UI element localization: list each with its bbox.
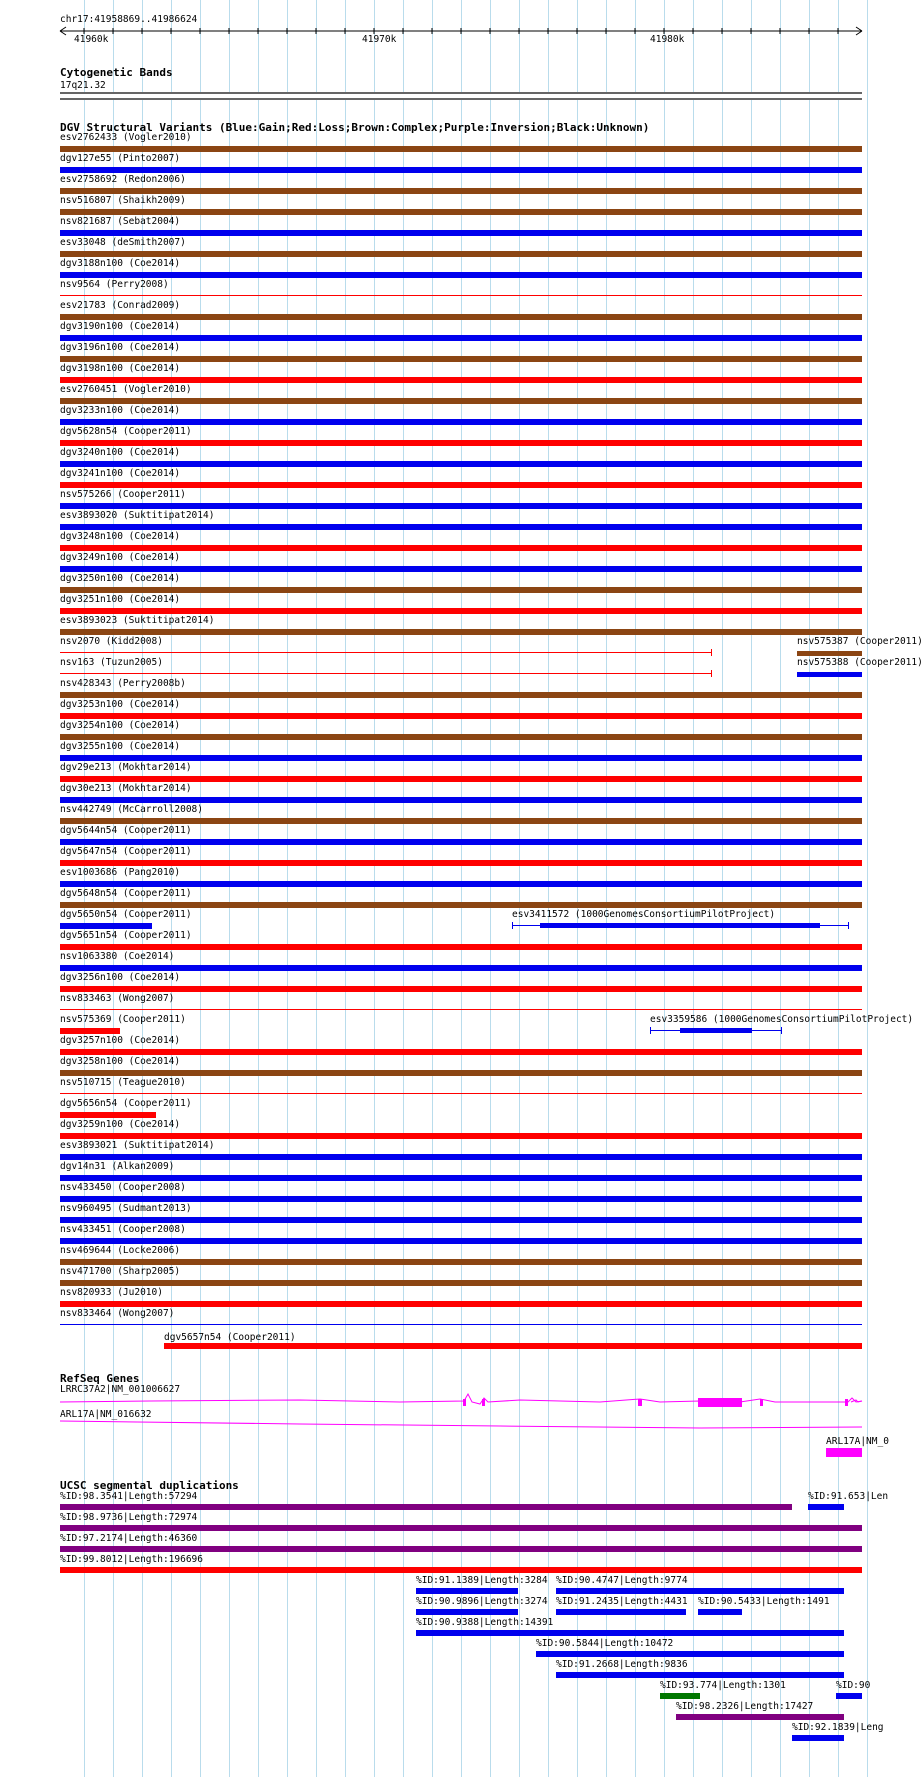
dgv-feature-bar[interactable] — [60, 923, 152, 929]
dgv-feature-bar[interactable] — [60, 629, 862, 635]
segdup-label[interactable]: %ID:92.1839|Leng — [792, 1722, 884, 1733]
dgv-feature-bar[interactable] — [60, 1009, 862, 1010]
dgv-feature-label[interactable]: dgv3248n100 (Coe2014) — [60, 531, 181, 542]
dgv-feature-bar[interactable] — [60, 797, 862, 803]
dgv-feature-label[interactable]: dgv3241n100 (Coe2014) — [60, 468, 181, 479]
segdup-label[interactable]: %ID:99.8012|Length:196696 — [60, 1554, 203, 1565]
gene-model-arl17a[interactable] — [0, 1418, 890, 1434]
dgv-feature-label[interactable]: nsv510715 (Teague2010) — [60, 1077, 186, 1088]
dgv-feature-bar[interactable] — [60, 398, 862, 404]
dgv-feature-bar[interactable] — [60, 146, 862, 152]
dgv-feature-label[interactable]: nsv1063380 (Coe2014) — [60, 951, 175, 962]
dgv-feature-label[interactable]: dgv29e213 (Mokhtar2014) — [60, 762, 192, 773]
dgv-feature-end-cap — [512, 922, 513, 929]
dgv-feature-bar[interactable] — [60, 1196, 862, 1202]
grid-line — [403, 0, 404, 1777]
dgv-feature-label[interactable]: dgv3259n100 (Coe2014) — [60, 1119, 181, 1130]
dgv-feature-bar[interactable] — [60, 902, 862, 908]
dgv-feature-bar[interactable] — [60, 524, 862, 530]
segdup-label[interactable]: %ID:91.1389|Length:3284 — [416, 1575, 548, 1586]
dgv-feature-bar[interactable] — [60, 776, 862, 782]
dgv-feature-bar[interactable] — [60, 818, 862, 824]
dgv-feature-bar[interactable] — [60, 377, 862, 383]
dgv-feature-label[interactable]: nsv2070 (Kidd2008) — [60, 636, 163, 647]
dgv-feature-bar[interactable] — [60, 545, 862, 551]
dgv-feature-label[interactable]: dgv3190n100 (Coe2014) — [60, 321, 181, 332]
dgv-feature-bar[interactable] — [60, 1324, 862, 1325]
dgv-feature-bar[interactable] — [60, 482, 862, 488]
dgv-feature-label[interactable]: nsv833464 (Wong2007) — [60, 1308, 175, 1319]
gene-model-arl17a-2[interactable] — [826, 1448, 862, 1457]
grid-line — [809, 0, 810, 1777]
dgv-feature-label[interactable]: esv33048 (deSmith2007) — [60, 237, 186, 248]
grid-line — [693, 0, 694, 1777]
dgv-feature-bar[interactable] — [60, 1259, 862, 1265]
dgv-feature-label[interactable]: dgv5647n54 (Cooper2011) — [60, 846, 192, 857]
dgv-feature-bar[interactable] — [60, 1154, 862, 1160]
grid-line — [461, 0, 462, 1777]
grid-line — [345, 0, 346, 1777]
dgv-feature-bar[interactable] — [60, 356, 862, 362]
dgv-feature-label[interactable]: dgv3198n100 (Coe2014) — [60, 363, 181, 374]
dgv-feature-label[interactable]: nsv433451 (Cooper2008) — [60, 1224, 186, 1235]
grid-line — [548, 0, 549, 1777]
dgv-feature-label[interactable]: esv3411572 (1000GenomesConsortiumPilotProject) — [512, 909, 776, 920]
dgv-feature-bar[interactable] — [60, 314, 862, 320]
dgv-feature-label[interactable]: nsv821687 (Sebat2004) — [60, 216, 181, 227]
dgv-feature-bar[interactable] — [60, 1217, 862, 1223]
dgv-feature-bar[interactable] — [60, 1112, 156, 1118]
dgv-feature-bar[interactable] — [60, 713, 862, 719]
dgv-feature-bar[interactable] — [797, 651, 862, 656]
dgv-feature-bar[interactable] — [60, 209, 862, 215]
segdup-label[interactable]: %ID:97.2174|Length:46360 — [60, 1533, 198, 1544]
grid-line — [722, 0, 723, 1777]
dgv-feature-bar[interactable] — [60, 295, 862, 296]
dgv-feature-label[interactable]: nsv433450 (Cooper2008) — [60, 1182, 186, 1193]
dgv-feature-label[interactable]: esv2760451 (Vogler2010) — [60, 384, 192, 395]
dgv-feature-bar[interactable] — [60, 1049, 862, 1055]
segdup-bar[interactable] — [556, 1609, 686, 1615]
cytoband-bar[interactable] — [60, 92, 862, 100]
dgv-feature-label[interactable]: dgv3250n100 (Coe2014) — [60, 573, 181, 584]
dgv-feature-label[interactable]: dgv3255n100 (Coe2014) — [60, 741, 181, 752]
segdup-label[interactable]: %ID:93.774|Length:1301 — [660, 1680, 786, 1691]
gene-label-arl17a[interactable]: ARL17A|NM_016632 — [60, 1409, 152, 1420]
dgv-feature-label[interactable]: nsv516807 (Shaikh2009) — [60, 195, 186, 206]
dgv-feature-bar[interactable] — [60, 272, 862, 278]
dgv-feature-bar[interactable] — [797, 672, 862, 677]
dgv-feature-label[interactable]: esv2758692 (Redon2006) — [60, 174, 186, 185]
dgv-feature-bar[interactable] — [60, 692, 862, 698]
dgv-feature-bar[interactable] — [60, 673, 712, 674]
segdup-label[interactable]: %ID:91.2668|Length:9836 — [556, 1659, 688, 1670]
segdup-label[interactable]: %ID:90.5433|Length:1491 — [698, 1596, 830, 1607]
dgv-feature-label[interactable]: dgv5648n54 (Cooper2011) — [60, 888, 192, 899]
dgv-feature-end-cap — [711, 649, 712, 656]
dgv-feature-bar[interactable] — [60, 1175, 862, 1181]
ruler-tick-label: 41980k — [650, 34, 685, 45]
grid-line — [200, 0, 201, 1777]
dgv-feature-bar[interactable] — [60, 839, 862, 845]
dgv-feature-label[interactable]: dgv3233n100 (Coe2014) — [60, 405, 181, 416]
dgv-feature-label[interactable]: nsv575369 (Cooper2011) — [60, 1014, 186, 1025]
dgv-feature-bar[interactable] — [60, 251, 862, 257]
segdup-bar[interactable] — [698, 1609, 742, 1615]
segdup-bar[interactable] — [416, 1630, 844, 1636]
segdup-bar[interactable] — [60, 1567, 862, 1573]
segdup-bar[interactable] — [536, 1651, 844, 1657]
segdup-bar[interactable] — [836, 1693, 862, 1699]
grid-line — [838, 0, 839, 1777]
dgv-feature-label[interactable]: esv21783 (Conrad2009) — [60, 300, 181, 311]
dgv-feature-bar[interactable] — [60, 1070, 862, 1076]
dgv-feature-bar[interactable] — [60, 1238, 862, 1244]
grid-line — [780, 0, 781, 1777]
segdup-bar[interactable] — [660, 1693, 700, 1699]
segdup-bar[interactable] — [60, 1504, 792, 1510]
dgv-feature-bar[interactable] — [60, 652, 712, 653]
gene-label-arl17a-2[interactable]: ARL17A|NM_0 — [826, 1436, 889, 1447]
dgv-feature-label[interactable]: nsv9564 (Perry2008) — [60, 279, 169, 290]
dgv-feature-bar[interactable] — [60, 587, 862, 593]
segdup-track-title[interactable]: UCSC segmental duplications — [60, 1479, 239, 1492]
dgv-feature-label[interactable]: nsv471700 (Sharp2005) — [60, 1266, 181, 1277]
segdup-label[interactable]: %ID:98.3541|Length:57294 — [60, 1491, 198, 1502]
segdup-label[interactable]: %ID:90.9896|Length:3274 — [416, 1596, 548, 1607]
grid-line — [664, 0, 665, 1777]
segdup-bar[interactable] — [792, 1735, 844, 1741]
dgv-feature-label[interactable]: nsv469644 (Locke2006) — [60, 1245, 181, 1256]
dgv-feature-label[interactable]: dgv5657n54 (Cooper2011) — [164, 1332, 296, 1343]
dgv-feature-label[interactable]: esv1003686 (Pang2010) — [60, 867, 181, 878]
segdup-bar[interactable] — [416, 1609, 518, 1615]
grid-line — [867, 0, 868, 1777]
segdup-label[interactable]: %ID:91.653|Len — [808, 1491, 889, 1502]
dgv-feature-label[interactable]: nsv442749 (McCarroll2008) — [60, 804, 203, 815]
segdup-bar[interactable] — [556, 1672, 844, 1678]
dgv-feature-bar[interactable] — [680, 1028, 752, 1033]
dgv-feature-bar[interactable] — [60, 755, 862, 761]
dgv-feature-label[interactable]: dgv3254n100 (Coe2014) — [60, 720, 181, 731]
grid-line — [287, 0, 288, 1777]
dgv-feature-label[interactable]: dgv127e55 (Pinto2007) — [60, 153, 181, 164]
dgv-feature-label[interactable]: dgv3240n100 (Coe2014) — [60, 447, 181, 458]
dgv-feature-bar[interactable] — [164, 1343, 862, 1349]
dgv-feature-bar[interactable] — [60, 1028, 120, 1034]
dgv-feature-bar[interactable] — [60, 566, 862, 572]
dgv-feature-bar[interactable] — [60, 881, 862, 887]
segdup-label[interactable]: %ID:91.2435|Length:4431 — [556, 1596, 688, 1607]
dgv-feature-label[interactable]: dgv3253n100 (Coe2014) — [60, 699, 181, 710]
segdup-bar[interactable] — [416, 1588, 518, 1594]
ruler-tick-label: 41970k — [362, 34, 397, 45]
dgv-feature-label[interactable]: dgv5656n54 (Cooper2011) — [60, 1098, 192, 1109]
dgv-feature-label[interactable]: dgv3256n100 (Coe2014) — [60, 972, 181, 983]
dgv-feature-end-cap — [650, 1027, 651, 1034]
dgv-feature-label[interactable]: dgv3258n100 (Coe2014) — [60, 1056, 181, 1067]
dgv-feature-label[interactable]: dgv5628n54 (Cooper2011) — [60, 426, 192, 437]
dgv-feature-bar[interactable] — [60, 461, 862, 467]
segdup-label[interactable]: %ID:90.5844|Length:10472 — [536, 1638, 674, 1649]
dgv-feature-bar[interactable] — [60, 734, 862, 740]
dgv-feature-bar[interactable] — [60, 986, 862, 992]
dgv-feature-bar[interactable] — [60, 230, 862, 236]
segdup-label[interactable]: %ID:90 — [836, 1680, 871, 1691]
dgv-feature-bar[interactable] — [60, 1093, 862, 1094]
grid-line — [316, 0, 317, 1777]
segdup-bar[interactable] — [60, 1525, 862, 1531]
dgv-feature-bar[interactable] — [60, 335, 862, 341]
grid-line — [606, 0, 607, 1777]
gene-label-lrrc37a2[interactable]: LRRC37A2|NM_001006627 — [60, 1384, 181, 1395]
grid-line — [490, 0, 491, 1777]
dgv-feature-bar[interactable] — [540, 923, 820, 928]
dgv-feature-bar[interactable] — [60, 965, 862, 971]
dgv-feature-label[interactable]: esv3893021 (Suktitipat2014) — [60, 1140, 215, 1151]
segdup-label[interactable]: %ID:98.2326|Length:17427 — [676, 1701, 814, 1712]
dgv-feature-label[interactable]: dgv5644n54 (Cooper2011) — [60, 825, 192, 836]
dgv-feature-bar[interactable] — [60, 503, 862, 509]
dgv-feature-label[interactable]: nsv820933 (Ju2010) — [60, 1287, 163, 1298]
dgv-feature-label[interactable]: esv2762433 (Vogler2010) — [60, 132, 192, 143]
ruler-tick-label: 41960k — [74, 34, 109, 45]
dgv-feature-label[interactable]: dgv5650n54 (Cooper2011) — [60, 909, 192, 920]
dgv-feature-bar[interactable] — [60, 1301, 862, 1307]
dgv-feature-label[interactable]: esv3893020 (Suktitipat2014) — [60, 510, 215, 521]
dgv-feature-end-cap — [781, 1027, 782, 1034]
dgv-feature-label[interactable]: nsv575266 (Cooper2011) — [60, 489, 186, 500]
grid-line — [374, 0, 375, 1777]
dgv-feature-bar[interactable] — [60, 608, 862, 614]
dgv-feature-label[interactable]: esv3893023 (Suktitipat2014) — [60, 615, 215, 626]
segdup-bar[interactable] — [60, 1546, 862, 1552]
segdup-bar[interactable] — [676, 1714, 844, 1720]
cytoband-track-title[interactable]: Cytogenetic Bands — [60, 66, 173, 79]
ruler[interactable] — [0, 24, 890, 36]
dgv-feature-label[interactable]: esv3359586 (1000GenomesConsortiumPilotProject) — [650, 1014, 914, 1025]
dgv-feature-label[interactable]: dgv14n31 (Alkan2009) — [60, 1161, 175, 1172]
dgv-feature-bar[interactable] — [60, 1280, 862, 1286]
dgv-feature-label[interactable]: dgv3196n100 (Coe2014) — [60, 342, 181, 353]
dgv-feature-label[interactable]: nsv428343 (Perry2008b) — [60, 678, 186, 689]
dgv-track-title[interactable]: DGV Structural Variants (Blue:Gain;Red:Loss;Brown:Complex;Purple:Inversion;Black:Unknown) — [60, 121, 650, 134]
dgv-feature-label[interactable]: dgv30e213 (Mokhtar2014) — [60, 783, 192, 794]
ruler-position: chr17:41958869..41986624 — [60, 14, 198, 25]
dgv-feature-label[interactable]: nsv575388 (Cooper2011) — [797, 657, 923, 668]
grid-line — [751, 0, 752, 1777]
segdup-label[interactable]: %ID:90.9388|Length:14391 — [416, 1617, 554, 1628]
dgv-feature-bar[interactable] — [60, 440, 862, 446]
dgv-feature-bar[interactable] — [60, 944, 862, 950]
segdup-label[interactable]: %ID:90.4747|Length:9774 — [556, 1575, 688, 1586]
cytoband-label: 17q21.32 — [60, 80, 106, 91]
dgv-feature-label[interactable]: nsv960495 (Sudmant2013) — [60, 1203, 192, 1214]
dgv-feature-bar[interactable] — [60, 188, 862, 194]
dgv-feature-label[interactable]: nsv575387 (Cooper2011) — [797, 636, 923, 647]
dgv-feature-label[interactable]: dgv3249n100 (Coe2014) — [60, 552, 181, 563]
dgv-feature-bar[interactable] — [60, 419, 862, 425]
grid-line — [432, 0, 433, 1777]
dgv-feature-end-cap — [711, 670, 712, 677]
dgv-feature-bar[interactable] — [60, 860, 862, 866]
dgv-feature-label[interactable]: nsv163 (Tuzun2005) — [60, 657, 163, 668]
segdup-label[interactable]: %ID:98.9736|Length:72974 — [60, 1512, 198, 1523]
dgv-feature-label[interactable]: nsv833463 (Wong2007) — [60, 993, 175, 1004]
dgv-feature-bar[interactable] — [60, 1133, 862, 1139]
grid-line — [577, 0, 578, 1777]
refseq-track-title[interactable]: RefSeq Genes — [60, 1372, 140, 1385]
grid-line — [635, 0, 636, 1777]
grid-line — [258, 0, 259, 1777]
dgv-feature-label[interactable]: dgv3257n100 (Coe2014) — [60, 1035, 181, 1046]
dgv-feature-label[interactable]: dgv5651n54 (Cooper2011) — [60, 930, 192, 941]
segdup-bar[interactable] — [808, 1504, 844, 1510]
dgv-feature-label[interactable]: dgv3251n100 (Coe2014) — [60, 594, 181, 605]
dgv-feature-label[interactable]: dgv3188n100 (Coe2014) — [60, 258, 181, 269]
dgv-feature-end-cap — [848, 922, 849, 929]
dgv-feature-bar[interactable] — [60, 167, 862, 173]
grid-line — [519, 0, 520, 1777]
segdup-bar[interactable] — [556, 1588, 844, 1594]
grid-line — [229, 0, 230, 1777]
